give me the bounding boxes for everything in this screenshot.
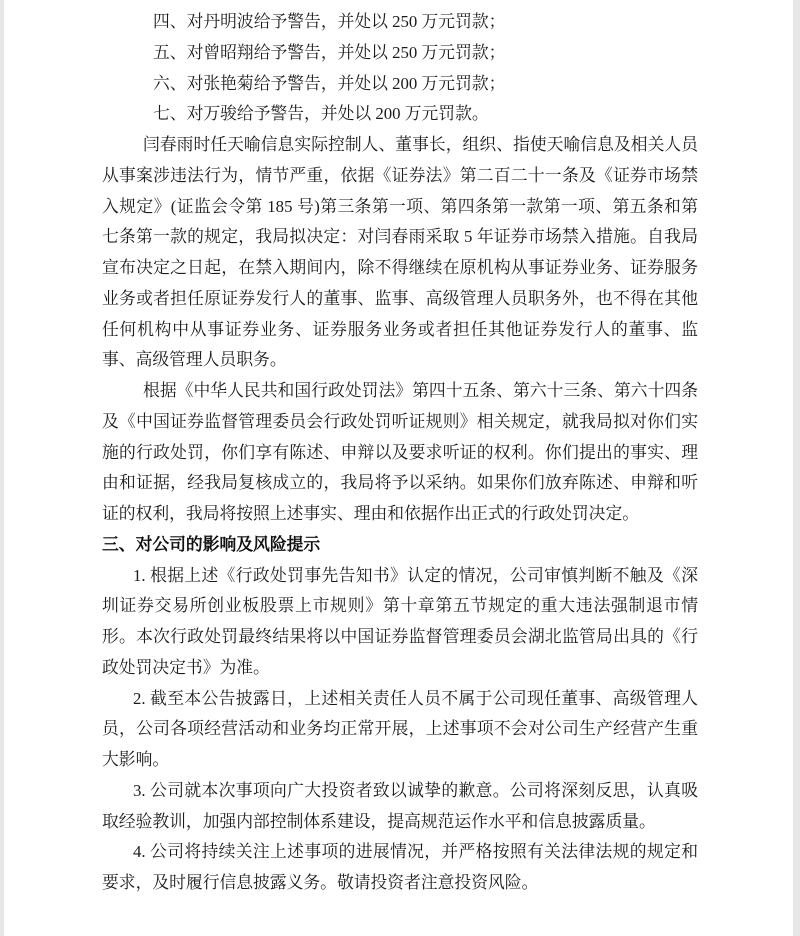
paragraph-hearing-rights: 根据《中华人民共和国行政处罚法》第四十五条、第六十三条、第六十四条及《中国证券监督管理委员会行政处罚听证规则》相关规定，就我局拟对你们实施的行政处罚，你们享有陈述、申辩以及要求听证的权利。你们提出的事实、理由和证据，经我局复核成立的，我局将予以采纳。如果你们放弃陈述、申辩和听证的权利，我局将按照上述事实、理由和依据作出正式的行政处罚决定。 [102, 381, 698, 523]
impact-paragraph-4: 4. 公司将持续关注上述事项的进展情况，并严格按照有关法律法规的规定和要求，及时履行信息披露义务。敬请投资者注意投资风险。 [102, 842, 698, 892]
impact-paragraph-1: 1. 根据上述《行政处罚事先告知书》认定的情况，公司审慎判断不触及《深圳证券交易所创业板股票上市规则》第十章第五节规定的重大违法强制退市情形。本次行政处罚最终结果将以中国证券监督管理委员会湖北监管局出具的《行政处罚决定书》为准。 [102, 565, 698, 677]
impact-paragraph-2: 2. 截至本公告披露日，上述相关责任人员不属于公司现任董事、高级管理人员，公司各项经营活动和业务均正常开展，上述事项不会对公司生产经营产生重大影响。 [102, 688, 698, 769]
page-right-edge [793, 0, 800, 936]
penalty-item-4: 四、对丹明波给予警告，并处以 250 万元罚款； [153, 12, 506, 31]
section-heading-impact-and-risk: 三、对公司的影响及风险提示 [102, 534, 321, 554]
document-content [102, 7, 698, 899]
paragraph-market-ban: 闫春雨时任天喻信息实际控制人、董事长，组织、指使天喻信息及相关人员从事案涉违法行为，情节严重，依据《证券法》第二百二十一条及《证券市场禁入规定》(证监会令第 185 号)第三条第一项、第四条第一款第一项、第五条和第七条第一款的规定，我局拟决定：对闫春雨采取 5 年证券市场禁入措施。自我局宣布决定之日起，在禁入期间内，除不得继续在原机构从事证券业务、证券服务业务或者担任原证券发行人的董事、监事、高级管理人员职务外，也不得在其他任何机构中从事证券业务、证券服务业务或者担任其他证券发行人的董事、监事、高级管理人员职务。 [102, 135, 698, 370]
penalty-item-7: 七、对万骏给予警告，并处以 200 万元罚款。 [153, 104, 489, 124]
penalty-item-6: 六、对张艳菊给予警告，并处以 200 万元罚款； [153, 73, 506, 93]
page-left-edge [0, 0, 4, 936]
penalty-item-5: 五、对曾昭翔给予警告，并处以 250 万元罚款； [153, 42, 506, 62]
impact-paragraph-3: 3. 公司就本次事项向广大投资者致以诚挚的歉意。公司将深刻反思，认真吸取经验教训，加强内部控制体系建设，提高规范运作水平和信息披露质量。 [102, 780, 698, 831]
